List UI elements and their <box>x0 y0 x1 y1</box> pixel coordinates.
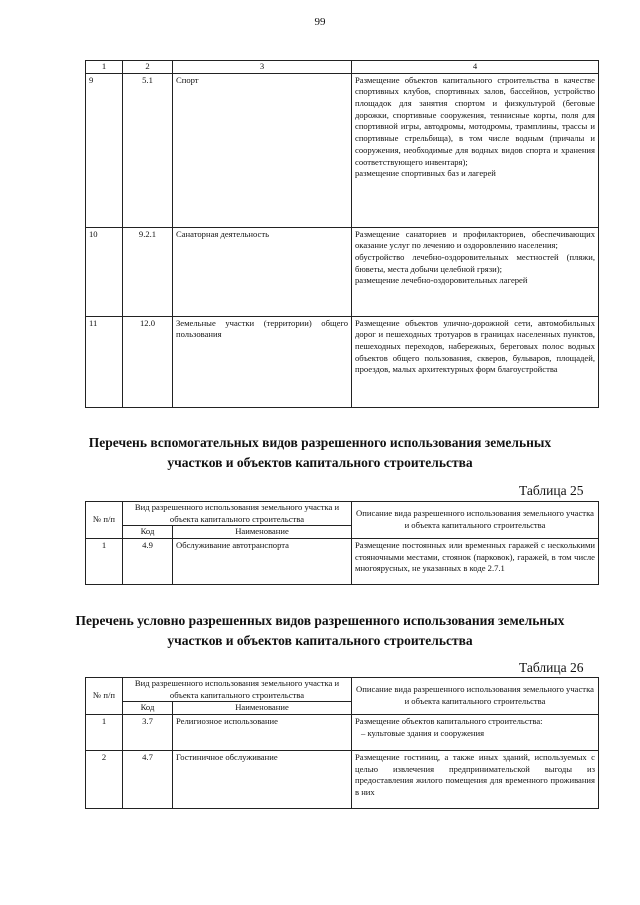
table-row <box>86 73 599 227</box>
use-code: 4.7 <box>123 751 173 809</box>
use-description <box>352 227 599 316</box>
header-cell-name: Наименование <box>173 526 352 539</box>
table-26-label: Таблица 26 <box>519 660 584 675</box>
table-row <box>86 751 599 809</box>
header-cell-group: Вид разрешенного использования земельного участка и объекта капитального строительства <box>123 502 352 526</box>
row-number: 1 <box>86 715 123 751</box>
table-25-label: Таблица 25 <box>519 483 584 498</box>
use-code: 3.7 <box>123 715 173 751</box>
row-number: 1 <box>86 539 123 585</box>
description-text: Размещение объектов капитального строительства: <box>355 716 543 727</box>
description-text: Размещение санаториев и профилакториев, обеспечивающих оказание услуг по лечению и оздоровлению населения; <box>355 228 595 251</box>
table-row <box>86 715 599 751</box>
use-code: 5.1 <box>123 73 173 227</box>
use-name: Религиозное использование <box>173 715 352 751</box>
header-cell-code: Код <box>123 702 173 715</box>
table-25 <box>85 501 599 585</box>
header-cell-name: Наименование <box>173 702 352 715</box>
header-cell-description: Описание вида разрешенного использования земельного участка и объекта капитального строительства <box>352 502 599 539</box>
header-cell: 2 <box>123 61 173 74</box>
header-cell-number: № п/п <box>86 678 123 715</box>
description-text: Размещение объектов капитального строительства в качестве спортивных клубов, спортивных залов, бассейнов, устройство площадок для занятия спортом и физкультурой (беговые дорожки, спортивные сооружения, теннисные корты, поля для спортивной игры, автодромы, мотодромы, трамплины, трассы и спортивные стрельбища), в том числе водным (причалы и сооружения, необходимые для водных видов спорта и хранения соответствующего инвентаря); <box>355 74 595 167</box>
use-description: Размещение постоянных или временных гаражей с несколькими стояночными местами, стоянок (парковок), гаражей, в том числе многоярусных, не указанных в коде 2.7.1 <box>352 539 599 585</box>
table-header-row <box>86 502 599 526</box>
table-header-row <box>86 678 599 702</box>
use-name: Обслуживание автотранспорта <box>173 539 352 585</box>
row-number: 11 <box>86 316 123 407</box>
table-header-row <box>86 61 599 74</box>
use-name: Спорт <box>173 73 352 227</box>
description-text: обустройство лечебно-оздоровительных местностей (пляжи, бюветы, места добычи целебной грязи); <box>355 252 595 274</box>
use-code: 9.2.1 <box>123 227 173 316</box>
use-name: Гостиничное обслуживание <box>173 751 352 809</box>
header-cell-description: Описание вида разрешенного использования земельного участка и объекта капитального строительства <box>352 678 599 715</box>
row-number: 10 <box>86 227 123 316</box>
use-description <box>352 73 599 227</box>
use-code: 12.0 <box>123 316 173 407</box>
heading-conditional-uses: Перечень условно разрешенных видов разрешенного использования земельных участков и объектов капитального строительства <box>75 613 565 649</box>
header-cell-group: Вид разрешенного использования земельного участка и объекта капитального строительства <box>123 678 352 702</box>
row-number: 9 <box>86 73 123 227</box>
page-number: 99 <box>314 16 326 28</box>
use-description: Размещение объектов улично-дорожной сети, автомобильных дорог и пешеходных тротуаров в границах населенных пунктов, пешеходных переходов, набережных, береговых полос водных объектов общего пользования, скверов, бульваров, площадей, проездов, малых архитектурных форм благоустройства <box>352 316 599 407</box>
use-description: Размещение гостиниц, а также иных зданий, используемых с целью извлечения предпринимательской выгоды из предоставления жилого помещения для временного проживания в них <box>352 751 599 809</box>
table-row <box>86 539 599 585</box>
header-cell: 3 <box>173 61 352 74</box>
use-description <box>352 715 599 751</box>
header-cell-code: Код <box>123 526 173 539</box>
heading-auxiliary-uses: Перечень вспомогательных видов разрешенного использования земельных участков и объектов капитального строительства <box>88 435 552 471</box>
table-row <box>86 227 599 316</box>
use-name: Санаторная деятельность <box>173 227 352 316</box>
table-row <box>86 316 599 407</box>
header-cell: 1 <box>86 61 123 74</box>
description-list-item: – культовые здания и сооружения <box>361 727 485 738</box>
header-cell-number: № п/п <box>86 502 123 539</box>
table-26 <box>85 677 599 809</box>
description-text: размещение лечебно-оздоровительных лагерей <box>355 275 528 286</box>
description-text: размещение спортивных баз и лагерей <box>355 168 496 179</box>
header-cell: 4 <box>352 61 599 74</box>
land-use-table-continued <box>85 60 599 408</box>
use-code: 4.9 <box>123 539 173 585</box>
row-number: 2 <box>86 751 123 809</box>
use-name: Земельные участки (территории) общего пользования <box>173 316 352 407</box>
